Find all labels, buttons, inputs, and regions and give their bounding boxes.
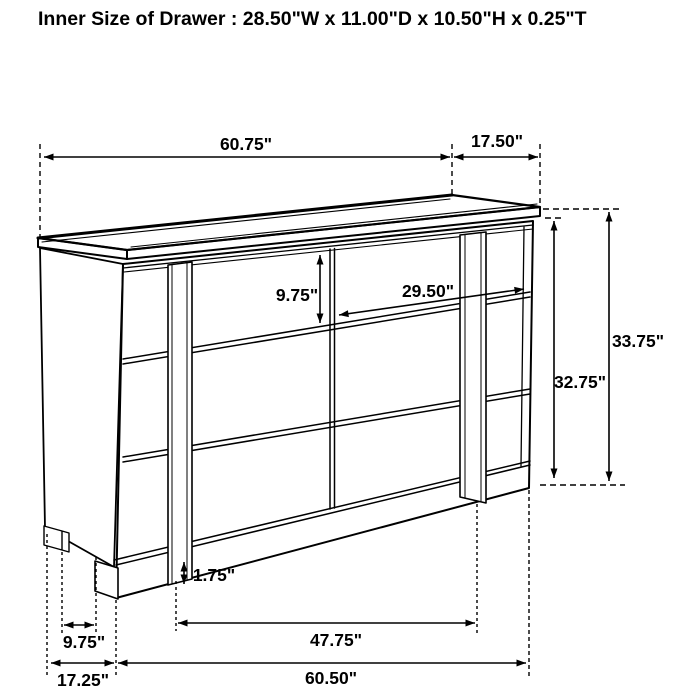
dim-label-drawer-width: 29.50" bbox=[401, 281, 455, 301]
dim-label-overall-height: 33.75" bbox=[611, 331, 665, 351]
dresser-side-panel bbox=[40, 248, 123, 567]
drawing-title: Inner Size of Drawer : 28.50"W x 11.00"D x 10.50"H x 0.25"T bbox=[38, 8, 587, 30]
dim-label-base-width: 60.50" bbox=[304, 668, 358, 688]
back-left-foot bbox=[44, 526, 69, 552]
dim-label-top-drawer-height: 9.75" bbox=[275, 285, 319, 305]
vertical-trim-strip-right bbox=[460, 232, 486, 503]
dim-label-base-rail-height: 1.75" bbox=[192, 565, 236, 585]
dim-label-foot-spacing: 9.75" bbox=[62, 632, 106, 652]
front-left-foot bbox=[95, 561, 118, 599]
dim-label-top-width: 60.75" bbox=[219, 134, 273, 154]
dim-label-base-inner-width: 47.75" bbox=[309, 630, 363, 650]
dresser-drawing bbox=[38, 195, 540, 599]
center-divider bbox=[330, 249, 335, 510]
right-edge-reveal-line bbox=[521, 227, 524, 466]
dim-label-case-height: 32.75" bbox=[553, 372, 607, 392]
dim-label-top-depth: 17.50" bbox=[470, 131, 524, 151]
dimension-annotations bbox=[40, 131, 664, 690]
dim-label-base-depth: 17.25" bbox=[56, 670, 110, 690]
